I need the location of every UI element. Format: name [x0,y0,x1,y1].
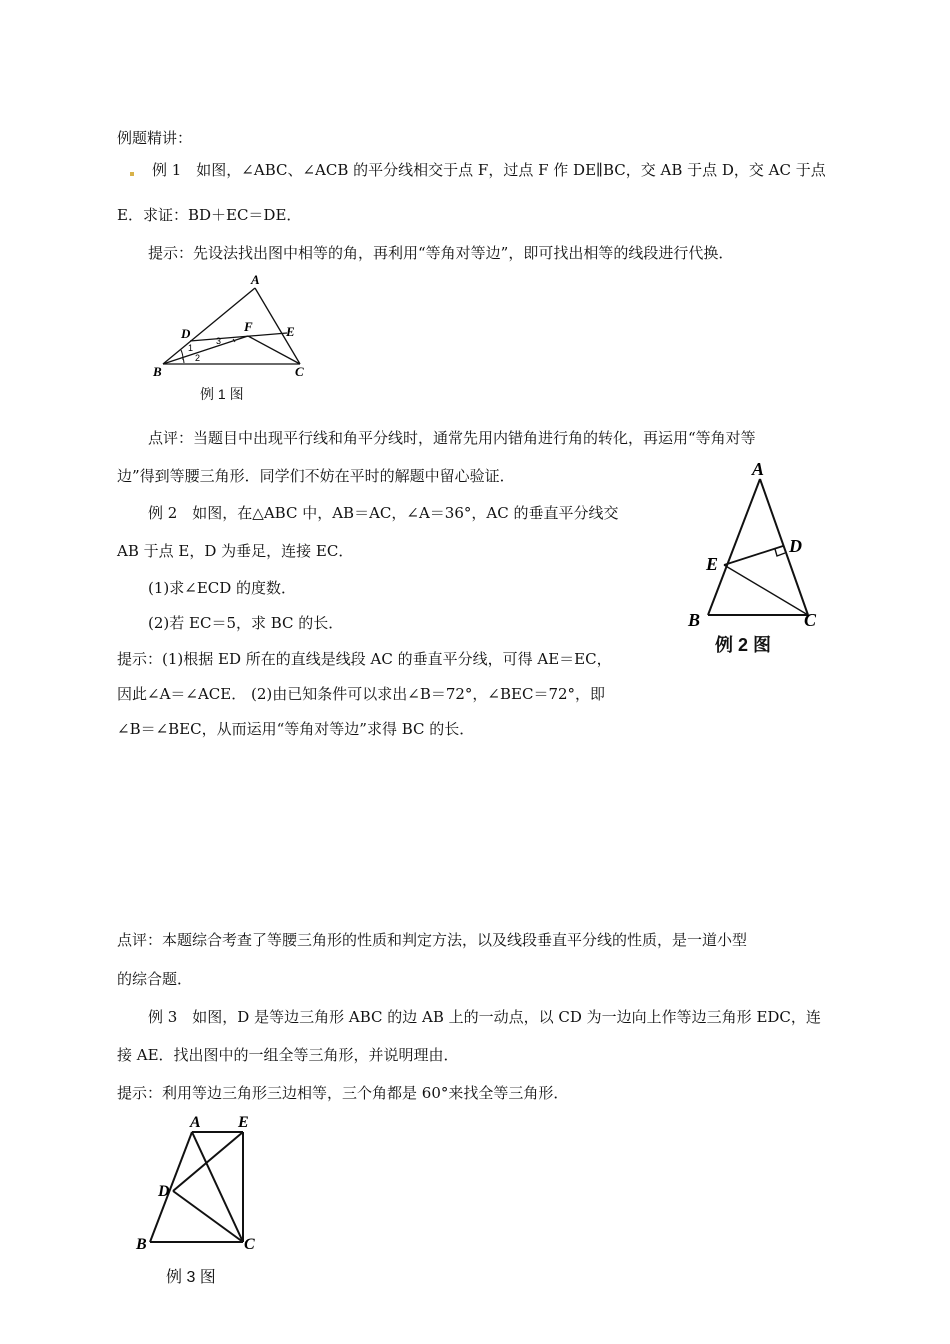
point-d-label: D [789,536,802,556]
example3-figure-caption: 例 3 图 [166,1269,216,1286]
example2-diagram [680,455,840,630]
point-f-label: F [244,319,253,334]
segment-ab [150,1132,192,1242]
point-a-label: A [752,459,765,479]
segment-ac [192,1132,243,1242]
point-d-label: D [181,326,191,341]
point-b-label: B [688,610,701,630]
example2-question1: (1)求∠ECD 的度数． [148,579,297,597]
example1-comment-line1: 点评：当题目中出现平行线和角平分线时，通常先用内错角进行角的转化，再运用“等角对等 [148,429,756,447]
example2-figure-caption: 例 2 图 [715,635,772,655]
point-b-label: B [153,364,162,379]
segment-ab [708,479,760,615]
example3-figure [130,1112,270,1297]
bullet-mark [130,172,134,176]
segment-de [173,1132,243,1191]
right-angle-mark [775,549,785,556]
example1-comment-line2: 边”得到等腰三角形．同学们不妨在平时的解题中留心验证． [117,467,515,485]
example2-comment-line2: 的综合题． [117,970,193,988]
example1-hint: 提示：先设法找出图中相等的角，再利用“等角对等边”，即可找出相等的线段进行代换． [148,244,734,262]
example2-statement-line1: 例 2 如图，在△ABC 中，AB＝AC，∠A＝36°，AC 的垂直平分线交 [148,504,619,522]
point-e-label: E [286,324,295,339]
example3-statement-line2: 接 AE．找出图中的一组全等三角形，并说明理由． [117,1046,459,1064]
segment-dc [173,1191,243,1242]
angle-1-label: 1 [188,343,194,353]
angle-mark-2 [183,358,184,363]
point-b-label: B [136,1236,147,1253]
example3-statement-line1: 例 3 如图，D 是等边三角形 ABC 的边 AB 上的一动点，以 CD 为一边向上作等边三角形 EDC，连 [148,1008,821,1026]
example2-hint-line2: 因此∠A＝∠ACE． (2)由已知条件可以求出∠B＝72°，∠BEC＝72°，即 [117,685,606,703]
angle-3-label: 3 [216,336,222,346]
example2-comment-line1: 点评：本题综合考查了等腰三角形的性质和判定方法，以及线段垂直平分线的性质，是一道小型 [117,931,748,949]
segment-ec [724,565,808,615]
point-c-label: C [244,1236,255,1253]
section-title: 例题精讲： [117,129,193,147]
point-e-label: E [238,1114,249,1131]
example3-hint: 提示：利用等边三角形三边相等，三个角都是 60°来找全等三角形． [117,1084,569,1102]
example2-hint-line3: ∠B＝∠BEC，从而运用“等角对等边”求得 BC 的长． [117,720,475,738]
point-a-label: A [190,1114,201,1131]
example1-figure-caption: 例 1 图 [200,386,244,402]
angle-2-label: 2 [195,353,201,363]
example3-diagram [130,1112,270,1262]
point-e-label: E [706,554,719,574]
example1-statement-line2: E．求证：BD＋EC＝DE． [117,206,302,224]
example2-figure [680,455,840,665]
point-d-label: D [158,1183,170,1200]
example2-question2: (2)若 EC＝5，求 BC 的长． [148,614,344,632]
point-a-label: A [251,272,260,287]
example1-statement-line1: 例 1 如图，∠ABC、∠ACB 的平分线相交于点 F，过点 F 作 DE∥BC，交 AB 于点 D，交 AC 于点 [152,161,826,179]
example2-hint-line1: 提示：(1)根据 ED 所在的直线是线段 AC 的垂直平分线，可得 AE＝EC， [117,650,612,668]
segment-ab [163,288,255,364]
example2-statement-line2: AB 于点 E，D 为垂足，连接 EC． [117,542,354,560]
point-c-label: C [295,364,304,379]
example1-figure [145,270,320,410]
point-c-label: C [804,610,817,630]
